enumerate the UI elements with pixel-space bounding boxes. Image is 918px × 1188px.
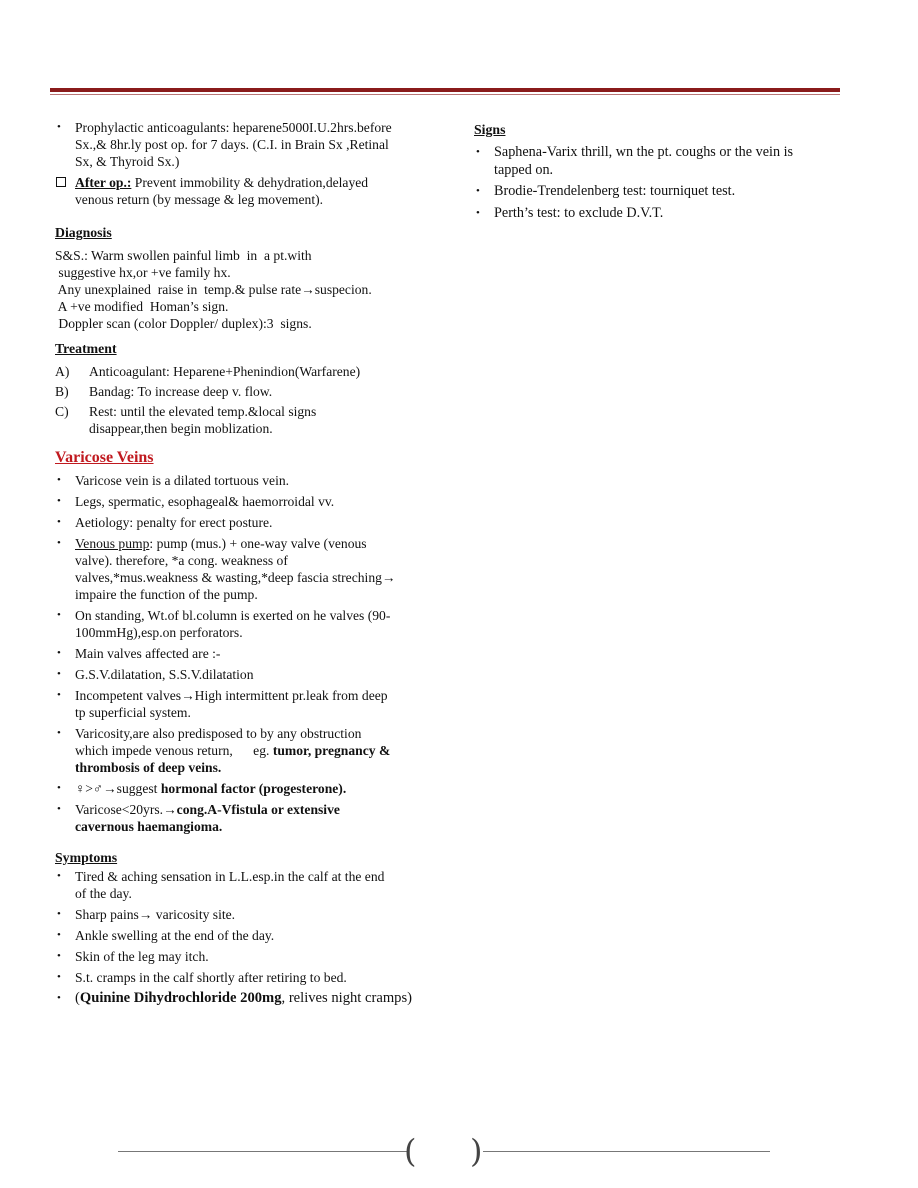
list-item: • Sharp pains→ varicosity site. bbox=[55, 906, 445, 923]
list-item: A) Anticoagulant: Heparene+Phenindion(Warfarene) bbox=[55, 364, 361, 379]
list-item: • Legs, spermatic, esophageal& haemorroidal vv. bbox=[55, 493, 445, 510]
list-item: • S.t. cramps in the calf shortly after retiring to bed. bbox=[55, 969, 445, 986]
treatment-heading: Treatment bbox=[55, 341, 117, 356]
symptoms-list bbox=[55, 868, 445, 1007]
page-footer bbox=[118, 1134, 770, 1168]
right-column bbox=[474, 121, 844, 226]
diagnosis-text: S&S.: Warm swollen painful limb in a pt.with suggestive hx,or +ve family hx. Any unexplained raise in temp.& pulse rate→suspecion. A +ve modified Homan’s sign. Doppler scan (color Doppler/ duplex):3 signs. bbox=[55, 248, 372, 331]
checkbox-square-icon bbox=[56, 177, 66, 187]
list-item: • Varicosity,are also predisposed to by any obstruction which impede venous return, eg. tumor, pregnancy & thrombosis of deep veins. bbox=[55, 725, 445, 776]
treatment-list bbox=[55, 363, 445, 437]
list-item: • (Quinine Dihydrochloride 200mg, relives night cramps) bbox=[55, 990, 445, 1007]
footer-right-bracket: ) bbox=[470, 1132, 483, 1170]
after-op-item: After op.: Prevent immobility & dehydration,delayed venous return (by message & leg movement). bbox=[55, 174, 445, 208]
footer-line-left bbox=[118, 1151, 408, 1152]
list-item: C) Rest: until the elevated temp.&local signs disappear,then begin moblization. bbox=[55, 404, 317, 436]
list-item: • Ankle swelling at the end of the day. bbox=[55, 927, 445, 944]
list-item: • Varicose vein is a dilated tortuous vein. bbox=[55, 472, 445, 489]
list-item: • Prophylactic anticoagulants: heparene5000I.U.2hrs.before Sx.,& 8hr.ly post op. for 7 days. (C.I. in Brain Sx ,Retinal Sx, & Thyroid Sx.) bbox=[55, 119, 445, 170]
list-item: • Incompetent valves→High intermittent pr.leak from deep tp superficial system. bbox=[55, 687, 445, 721]
left-column bbox=[55, 119, 445, 1011]
list-item: • On standing, Wt.of bl.column is exerted on he valves (90- 100mmHg),esp.on perforators. bbox=[55, 607, 445, 641]
list-item: • Aetiology: penalty for erect posture. bbox=[55, 514, 445, 531]
diagnosis-heading: Diagnosis bbox=[55, 225, 112, 240]
symptoms-heading: Symptoms bbox=[55, 850, 118, 865]
list-item: • Saphena-Varix thrill, wn the pt. coughs or the vein is tapped on. bbox=[474, 144, 844, 179]
list-item: • Skin of the leg may itch. bbox=[55, 948, 445, 965]
list-item: • ♀>♂→suggest hormonal factor (progesterone). bbox=[55, 780, 445, 797]
header-rule bbox=[50, 88, 840, 95]
list-item: • Varicose<20yrs.→cong.A-Vfistula or extensive cavernous haemangioma. bbox=[55, 801, 445, 835]
varicose-veins-heading: Varicose Veins bbox=[55, 449, 154, 466]
list-item: B) Bandag: To increase deep v. flow. bbox=[55, 384, 273, 399]
list-item: • Venous pump: pump (mus.) + one-way valve (venous valve). therefore, *a cong. weakness of valves,*mus.weakness & wasting,*deep fascia streching→ impaire the function of the pump. bbox=[55, 535, 445, 603]
footer-left-bracket: ( bbox=[404, 1132, 417, 1170]
intro-list bbox=[55, 119, 445, 170]
list-item: • G.S.V.dilatation, S.S.V.dilatation bbox=[55, 666, 445, 683]
signs-heading: Signs bbox=[474, 122, 506, 137]
varicose-list bbox=[55, 472, 445, 835]
list-item: • Brodie-Trendelenberg test: tourniquet test. bbox=[474, 183, 844, 201]
signs-list bbox=[474, 144, 844, 222]
list-item: • Tired & aching sensation in L.L.esp.in the calf at the end of the day. bbox=[55, 868, 445, 902]
list-item: • Main valves affected are :- bbox=[55, 645, 445, 662]
footer-line-right bbox=[483, 1151, 770, 1152]
list-item: • Perth’s test: to exclude D.V.T. bbox=[474, 205, 844, 223]
